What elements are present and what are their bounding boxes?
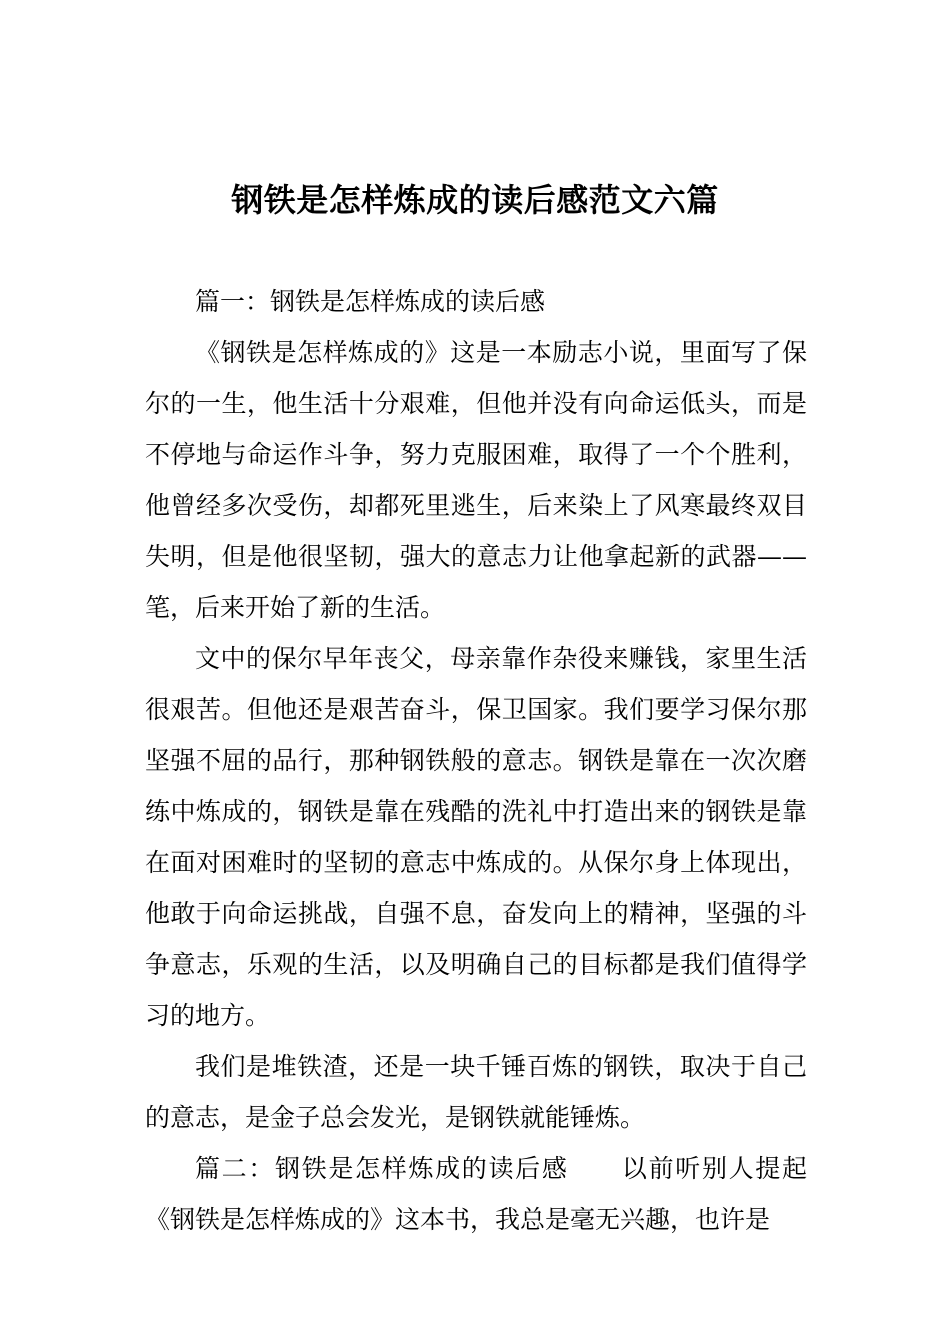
paragraph-3: 我们是堆铁渣，还是一块千锤百炼的钢铁，取决于自己的意志，是金子总会发光，是钢铁就能锤炼。 [145, 1052, 807, 1132]
paragraph-1: 《钢铁是怎样炼成的》这是一本励志小说，里面写了保尔的一生，他生活十分艰难，但他并没有向命运低头，而是不停地与命运作斗争，努力克服困难，取得了一个个胜利，他曾经多次受伤，却都死里逃生，后来染上了风寒最终双目失明，但是他很坚韧，强大的意志力让他拿起新的武器——笔，后来开始了新的生活。 [145, 338, 807, 622]
section-2-text: 以前听别人提起《钢铁是怎样炼成的》这本书，我总是毫无兴趣，也许是 [145, 1154, 807, 1234]
section-heading-1: 篇一：钢铁是怎样炼成的读后感 [195, 287, 546, 316]
section-2-paragraph [145, 1143, 807, 1245]
section-2-gap [569, 1154, 622, 1183]
paragraph-2: 文中的保尔早年丧父，母亲靠作杂役来赚钱，家里生活很艰苦。但他还是艰苦奋斗，保卫国家。我们要学习保尔那坚强不屈的品行，那种钢铁般的意志。钢铁是靠在一次次磨练中炼成的，钢铁是靠在残酷的洗礼中打造出来的钢铁是靠在面对困难时的坚韧的意志中炼成的。从保尔身上体现出，他敢于向命运挑战，自强不息，奋发向上的精神，坚强的斗争意志，乐观的生活，以及明确自己的目标都是我们值得学习的地方。 [145, 644, 807, 1030]
section-heading-2: 篇二：钢铁是怎样炼成的读后感 [195, 1154, 569, 1183]
document-title: 钢铁是怎样炼成的读后感范文六篇 [231, 181, 719, 219]
document-body [145, 276, 807, 1245]
